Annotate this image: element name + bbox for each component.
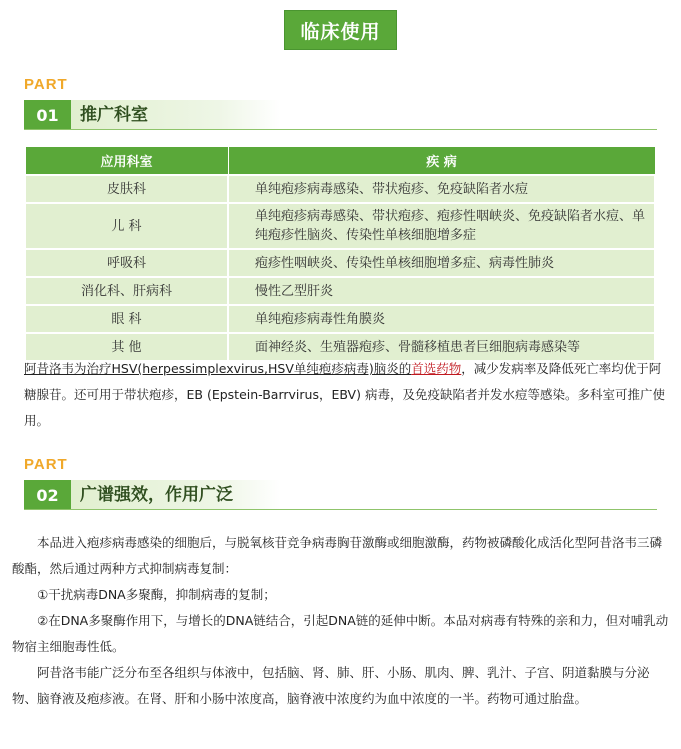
- distribution-paragraph: 阿昔洛韦能广泛分布至各组织与体液中，包括脑、肾、肺、肝、小肠、肌肉、脾、乳汁、子宫、阴道黏膜与分泌物、脑脊液及疱疹液。在肾、肝和小肠中浓度高，脑脊液中浓度约为血中浓度的一半。药物可通过胎盘。: [12, 665, 650, 706]
- mechanism-point-1: ①干扰病毒DNA多聚酶，抑制病毒的复制；: [37, 587, 276, 602]
- disease-cell: 单纯疱疹病毒感染、带状疱疹、免疫缺陷者水痘: [228, 175, 655, 203]
- section-title-2: 广谱强效，作用广泛: [80, 485, 233, 505]
- table-row: [25, 277, 655, 305]
- department-cell: 消化科、肝病科: [25, 277, 228, 305]
- part1-description: [24, 356, 669, 434]
- mechanism-paragraph: 本品进入疱疹病毒感染的细胞后，与脱氧核苷竞争病毒胸苷激酶或细胞激酶，药物被磷酸化成活化型阿昔洛韦三磷酸酯，然后通过两种方式抑制病毒复制：: [12, 535, 663, 576]
- disease-cell: 面神经炎、生殖器疱疹、骨髓移植患者巨细胞病毒感染等: [228, 333, 655, 361]
- department-table: [24, 146, 656, 362]
- description-underlined: 阿昔洛韦为治疗HSV(herpessimplexvirus,HSV单纯疱疹病毒)脑炎的: [24, 361, 412, 376]
- section-title-1: 推广科室: [80, 105, 148, 125]
- disease-cell: 疱疹性咽峡炎、传染性单核细胞增多症、病毒性肺炎: [228, 249, 655, 277]
- preferred-drug-link[interactable]: 首选药物: [411, 361, 462, 376]
- part2-body: [12, 530, 669, 712]
- department-cell: 眼 科: [25, 305, 228, 333]
- header-disease: 疾 病: [228, 147, 655, 176]
- department-cell: 皮肤科: [25, 175, 228, 203]
- disease-cell: 单纯疱疹病毒感染、带状疱疹、疱疹性咽峡炎、免疫缺陷者水痘、单纯疱疹性脑炎、传染性单核细胞增多症: [228, 203, 655, 249]
- part-label-1: PART: [24, 76, 68, 93]
- page-title: 临床使用: [284, 10, 397, 50]
- department-cell: 其 他: [25, 333, 228, 361]
- section-number-1: 01: [24, 100, 71, 130]
- disease-cell: 单纯疱疹病毒性角膜炎: [228, 305, 655, 333]
- table-row: [25, 175, 655, 203]
- mechanism-point-2: ②在DNA多聚酶作用下，与增长的DNA链结合，引起DNA链的延伸中断。本品对病毒有特殊的亲和力，但对哺乳动物宿主细胞毒性低。: [12, 613, 669, 654]
- table-row: [25, 305, 655, 333]
- part-label-2: PART: [24, 456, 68, 473]
- section-header-2: [24, 480, 657, 510]
- section-divider-1: [24, 129, 657, 130]
- department-cell: 儿 科: [25, 203, 228, 249]
- section-number-2: 02: [24, 480, 71, 510]
- table-row: [25, 249, 655, 277]
- department-cell: 呼吸科: [25, 249, 228, 277]
- section-header-1: [24, 100, 657, 130]
- description-rest: ，减少发病率及降低死亡率均优于阿糖腺苷。还可用于带状疱疹，EB (Epstein-Barrvirus，EBV) 病毒，及免疫缺陷者并发水痘等感染。多科室可推广使用。: [24, 361, 665, 428]
- disease-cell: 慢性乙型肝炎: [228, 277, 655, 305]
- header-department: 应用科室: [25, 147, 228, 176]
- table-row: [25, 203, 655, 249]
- section-divider-2: [24, 509, 657, 510]
